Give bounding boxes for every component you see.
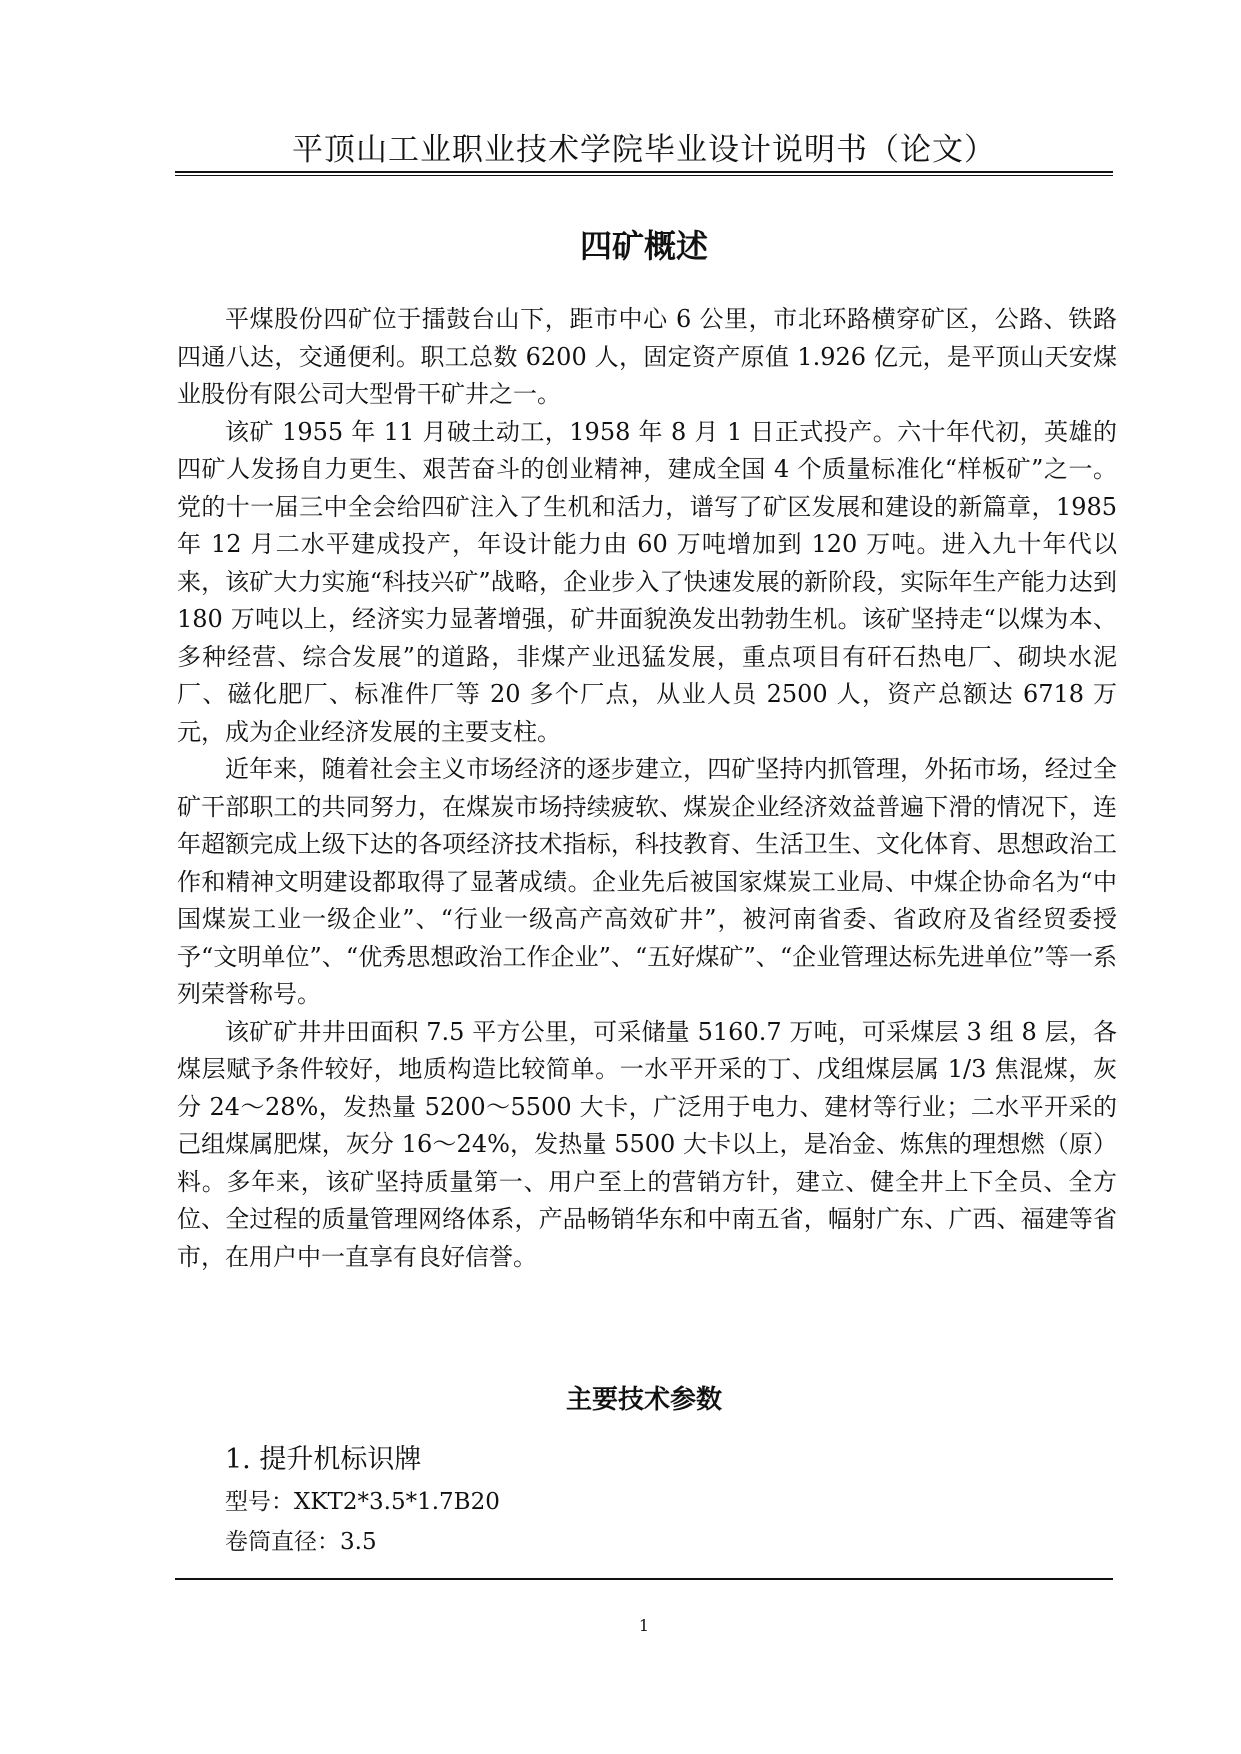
subsection-heading: 1. 提升机标识牌 (225, 1444, 422, 1475)
document-title: 四矿概述 (579, 227, 708, 265)
header-rule-thick (175, 171, 1113, 173)
parameter-drum-diameter: 卷筒直径：3.5 (225, 1529, 377, 1555)
header-rule-thin (175, 175, 1113, 176)
footer-rule (175, 1578, 1113, 1580)
page-header: 平顶山工业职业技术学院毕业设计说明书（论文） (292, 132, 996, 168)
paragraph: 平煤股份四矿位于擂鼓台山下，距市中心 6 公里，市北环路横穿矿区，公路、铁路四通八达，交通便利。职工总数 6200 人，固定资产原值 1.926 亿元，是平顶山天安煤业股份有限公司大型骨干矿井之一。 (177, 305, 1117, 408)
paragraph: 该矿矿井井田面积 7.5 平方公里，可采储量 5160.7 万吨，可采煤层 3 组 8 层，各煤层赋予条件较好，地质构造比较简单。一水平开采的丁、戊组煤层属 1/3 焦混煤，灰分 24～28%，发热量 5200～5500 大卡，广泛用于电力、建材等行业；二水平开采的己组煤属肥煤，灰分 16～24%，发热量 5500 大卡以上，是冶金、炼焦的理想燃（原）料。多年来，该矿坚持质量第一、用户至上的营销方针，建立、健全井上下全员、全方位、全过程的质量管理网络体系，产品畅销华东和中南五省，幅射广东、广西、福建等省市，在用户中一直享有良好信誉。 (177, 1017, 1117, 1271)
parameter-model: 型号：XKT2*3.5*1.7B20 (225, 1489, 500, 1515)
page-number: 1 (638, 1616, 650, 1635)
paragraph: 近年来，随着社会主义市场经济的逐步建立，四矿坚持内抓管理，外拓市场，经过全矿干部职工的共同努力，在煤炭市场持续疲软、煤炭企业经济效益普遍下滑的情况下，连年超额完成上级下达的各项经济技术指标，科技教育、生活卫生、文化体育、思想政治工作和精神文明建设都取得了显著成绩。企业先后被国家煤炭工业局、中煤企协命名为“中国煤炭工业一级企业”、“行业一级高产高效矿井”，被河南省委、省政府及省经贸委授予“文明单位”、“优秀思想政治工作企业”、“五好煤矿”、“企业管理达标先进单位”等一系列荣誉称号。 (177, 755, 1117, 1008)
section-title: 主要技术参数 (565, 1385, 722, 1415)
paragraph: 该矿 1955 年 11 月破土动工，1958 年 8 月 1 日正式投产。六十年代初，英雄的四矿人发扬自力更生、艰苦奋斗的创业精神，建成全国 4 个质量标准化“样板矿”之一。党的十一届三中全会给四矿注入了生机和活力，谱写了矿区发展和建设的新篇章，1985 年 12 月二水平建成投产，年设计能力由 60 万吨增加到 120 万吨。进入九十年代以来，该矿大力实施“科技兴矿”战略，企业步入了快速发展的新阶段，实际年生产能力达到 180 万吨以上，经济实力显著增强，矿井面貌涣发出勃勃生机。该矿坚持走“以煤为本、多种经营、综合发展”的道路，非煤产业迅猛发展，重点项目有矸石热电厂、砌块水泥厂、磁化肥厂、标准件厂等 20 多个厂点，从业人员 2500 人，资产总额达 6718 万元，成为企业经济发展的主要支柱。 (177, 417, 1117, 746)
body-text (177, 301, 1117, 1276)
